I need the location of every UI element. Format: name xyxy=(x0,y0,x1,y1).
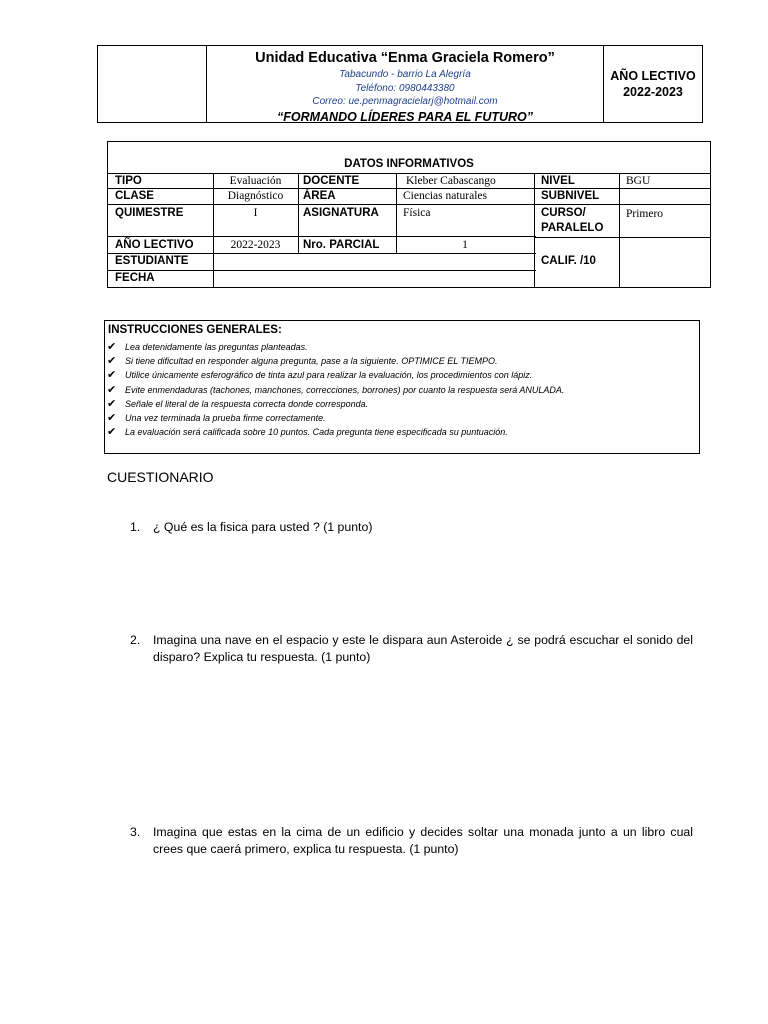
quimestre-value: I xyxy=(253,207,258,219)
datos-title: DATOS INFORMATIVOS xyxy=(344,158,474,170)
checkmark-icon: ✔ xyxy=(107,369,117,382)
question-text: ¿ Qué es la fisica para usted ? (1 punto) xyxy=(153,520,373,534)
docente-label: DOCENTE xyxy=(303,175,360,187)
fecha-label: FECHA xyxy=(115,272,155,284)
question-number: 3. xyxy=(130,825,141,839)
instructions-title: INSTRUCCIONES GENERALES: xyxy=(108,324,282,336)
question-text: Imagina que estas en la cima de un edificio y decides soltar una monada junto a un libro cual crees que caerá primero, explica tu respuesta. (1 punto) xyxy=(153,825,693,856)
area-value: Ciencias naturales xyxy=(403,190,487,202)
checkmark-icon: ✔ xyxy=(107,341,117,353)
school-motto: “FORMANDO LÍDERES PARA EL FUTURO” xyxy=(276,109,534,124)
checkmark-icon: ✔ xyxy=(107,355,117,368)
question-number: 2. xyxy=(130,633,141,647)
school-info xyxy=(206,46,604,122)
calif-label: CALIF. /10 xyxy=(541,255,596,267)
school-name: Unidad Educativa “Enma Graciela Romero” xyxy=(255,50,555,66)
subnivel-label: SUBNIVEL xyxy=(541,190,600,202)
school-year-box xyxy=(603,46,702,122)
area-label: ÁREA xyxy=(303,190,336,202)
logo-cell xyxy=(98,46,207,122)
parcial-label: Nro. PARCIAL xyxy=(303,239,380,251)
list-item: ✔ La evaluación será calificada sobre 10 puntos. Cada pregunta tiene especificada su puntuación. xyxy=(107,426,508,439)
school-email: Correo: ue.penmagracielarj@hotmail.com xyxy=(312,96,498,107)
estudiante-label: ESTUDIANTE xyxy=(115,255,189,267)
checkmark-icon: ✔ xyxy=(107,383,117,396)
parcial-value: 1 xyxy=(462,239,468,251)
list-item: ✔ Evite enmendaduras (tachones, manchones, correcciones, borrones) por cuanto la respuesta será ANULADA. xyxy=(107,383,565,396)
checkmark-icon: ✔ xyxy=(107,397,117,410)
tipo-label: TIPO xyxy=(115,175,142,187)
asignatura-value: Física xyxy=(403,207,431,219)
nivel-value: BGU xyxy=(626,175,651,187)
clase-label: CLASE xyxy=(115,190,154,202)
list-item: ✔ Lea detenidamente las preguntas planteadas. xyxy=(107,341,308,353)
curso-label-line2: PARALELO xyxy=(541,222,604,234)
anio-label: AÑO LECTIVO xyxy=(115,239,194,251)
school-address: Tabacundo - barrio La Alegría xyxy=(339,69,471,80)
curso-label-line1: CURSO/ xyxy=(541,207,586,219)
list-item: ✔ Si tiene dificultad en responder alguna pregunta, pase a la siguiente. OPTIMICE EL TIEMPO. xyxy=(107,355,498,368)
school-year-value: 2022-2023 xyxy=(623,85,683,99)
asignatura-label: ASIGNATURA xyxy=(303,207,379,219)
questionnaire-title: CUESTIONARIO xyxy=(107,469,214,485)
list-item: ✔ Utilice únicamente esferográfico de tinta azul para realizar la evaluación, los procedimientos con lápiz. xyxy=(107,369,533,382)
school-phone: Teléfono: 0980443380 xyxy=(355,82,455,94)
checkmark-icon: ✔ xyxy=(107,412,117,425)
school-header xyxy=(97,45,703,123)
list-item: ✔ Una vez terminada la prueba firme correctamente. xyxy=(107,412,326,425)
quimestre-label: QUIMESTRE xyxy=(115,207,184,219)
question-text: Imagina una nave en el espacio y este le dispara aun Asteroide ¿ se podrá escuchar el sonido del disparo? Explica tu respuesta. (1 punto) xyxy=(153,633,693,664)
nivel-label: NIVEL xyxy=(541,175,575,187)
clase-value: Diagnóstico xyxy=(227,190,284,202)
instructions-box xyxy=(104,320,700,454)
question-number: 1. xyxy=(130,520,141,534)
datos-informativos-table xyxy=(107,141,711,288)
list-item: ✔ Señale el literal de la respuesta correcta donde corresponda. xyxy=(107,397,369,410)
checkmark-icon: ✔ xyxy=(107,426,117,439)
docente-value: Kleber Cabascango xyxy=(406,175,496,187)
school-year-label: AÑO LECTIVO xyxy=(610,69,696,83)
instructions-list xyxy=(107,340,695,439)
anio-value: 2022-2023 xyxy=(230,239,281,251)
curso-value: Primero xyxy=(626,208,664,220)
tipo-value: Evaluación xyxy=(229,175,282,187)
